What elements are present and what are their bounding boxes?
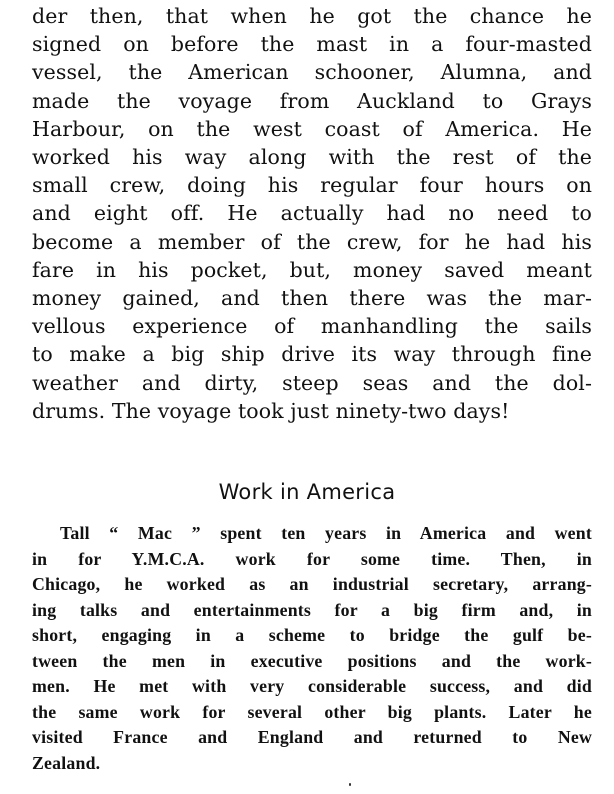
top-paragraph-line: Harbour, on the west coast of America. He	[32, 116, 592, 141]
bottom-paragraph-line: men. He met with very considerable success, and did	[32, 676, 592, 696]
bottom-paragraph-line: short, engaging in a scheme to bridge the gulf be-	[32, 625, 592, 645]
top-paragraph-line: to make a big ship drive its way through fine	[32, 342, 592, 367]
bottom-paragraph-line: tween the men in executive positions and the work-	[32, 650, 592, 671]
print-speck	[349, 783, 351, 786]
bottom-paragraph	[32, 521, 592, 776]
top-paragraph-line: become a member of the crew, for he had his	[32, 229, 592, 254]
bottom-paragraph-line: Zealand.	[32, 752, 101, 773]
top-paragraph-line: vellous experience of manhandling the sails	[32, 314, 592, 339]
top-paragraph-line: worked his way along with the rest of the	[32, 145, 592, 170]
bottom-paragraph-line: the same work for several other big plants. Later he	[32, 701, 592, 722]
top-paragraph	[32, 2, 592, 425]
top-paragraph-line: signed on before the mast in a four-masted	[32, 32, 592, 57]
bottom-paragraph-line: in for Y.M.C.A. work for some time. Then, in	[32, 548, 592, 569]
top-paragraph-line: drums. The voyage took just ninety-two days!	[32, 398, 510, 423]
top-paragraph-line: der then, that when he got the chance he	[32, 4, 592, 28]
section-heading: Work in America	[218, 480, 396, 504]
top-paragraph-line: weather and dirty, steep seas and the dol-	[32, 370, 592, 395]
top-paragraph-line: made the voyage from Auckland to Grays	[32, 88, 592, 113]
bottom-paragraph-line: Tall “ Mac ” spent ten years in America and went	[60, 523, 592, 543]
top-paragraph-line: vessel, the American schooner, Alumna, and	[32, 60, 592, 85]
top-paragraph-line: small crew, doing his regular four hours on	[32, 173, 592, 198]
top-paragraph-line: fare in his pocket, but, money saved meant	[32, 257, 592, 282]
bottom-paragraph-line: visited France and England and returned to New	[32, 727, 592, 747]
top-paragraph-line: and eight off. He actually had no need to	[32, 201, 592, 226]
bottom-paragraph-line: ing talks and entertainments for a big firm and, in	[32, 599, 592, 620]
top-paragraph-line: money gained, and then there was the mar-	[32, 286, 592, 311]
bottom-paragraph-line: Chicago, he worked as an industrial secretary, arrang-	[32, 574, 592, 594]
